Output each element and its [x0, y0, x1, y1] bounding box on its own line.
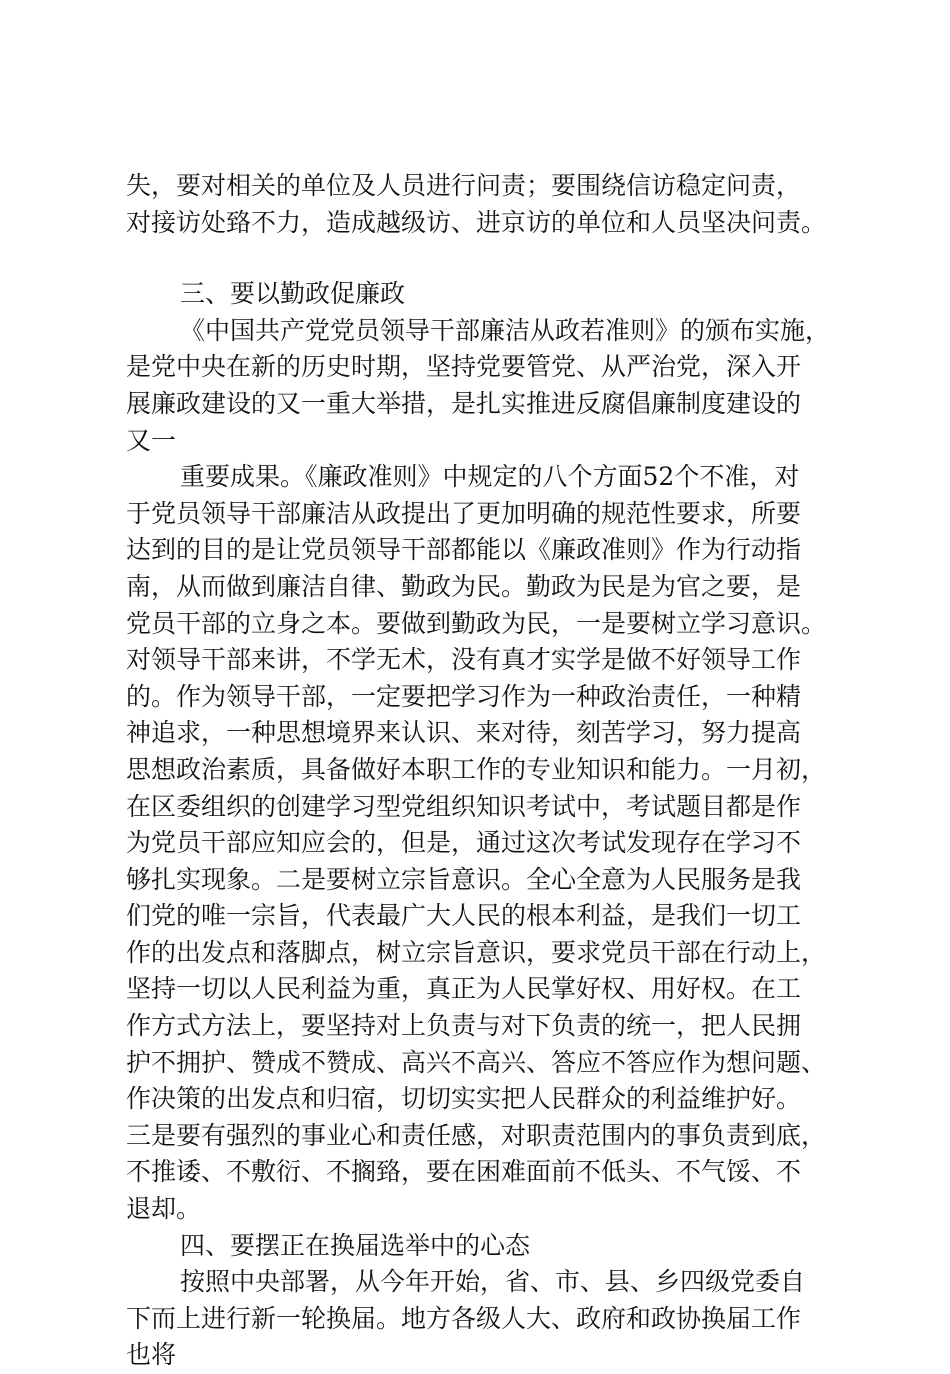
text-line: 下而上进行新一轮换届。地方各级人大、政府和政协换届工作	[126, 1303, 802, 1333]
text-line: 展廉政建设的又一重大举措，是扎实推进反腐倡廉制度建设的	[126, 388, 802, 418]
text-line: 《中国共产党党员领导干部廉洁从政若准则》的颁布实施，	[180, 315, 831, 345]
text-line: 们党的唯一宗旨，代表最广大人民的根本利益，是我们一切工	[126, 901, 802, 931]
text-line: 对领导干部来讲，不学无术，没有真才实学是做不好领导工作	[126, 645, 802, 675]
text-line: 党员干部的立身之本。要做到勤政为民，一是要树立学习意识。	[126, 608, 827, 638]
text-line: 作决策的出发点和归宿，切切实实把人民群众的利益维护好。	[126, 1084, 802, 1114]
text-line: 失，要对相关的单位及人员进行问责；要围绕信访稳定问责，	[126, 171, 802, 200]
paragraph-gap	[126, 241, 838, 276]
text-line: 退却。	[126, 1194, 202, 1224]
text-line: 思想政治素质，具备做好本职工作的专业知识和能力。一月初，	[126, 754, 827, 784]
text-line: 坚持一切以人民利益为重，真正为人民掌好权、用好权。在工	[126, 974, 802, 1004]
text-line: 达到的目的是让党员领导干部都能以《廉政准则》作为行动指	[126, 535, 802, 565]
text-line: 在区委组织的创建学习型党组织知识考试中，考试题目都是作	[126, 791, 802, 821]
text-line: 也将	[126, 1340, 177, 1370]
text-line: 的。作为领导干部，一定要把学习作为一种政治责任，一种精	[126, 681, 802, 711]
text-line: 作方式方法上，要坚持对上负责与对下负责的统一，把人民拥	[126, 1011, 802, 1041]
text-line: 于党员领导干部廉洁从政提出了更加明确的规范性要求，所要	[126, 498, 802, 528]
text-line: 够扎实现象。二是要树立宗旨意识。全心全意为人民服务是我	[126, 864, 802, 894]
text-line: 为党员干部应知应会的，但是，通过这次考试发现存在学习不	[126, 828, 802, 858]
text-line: 对接访处臵不力，造成越级访、进京访的单位和人员坚决问责。	[126, 207, 827, 237]
text-line: 作的出发点和落脚点，树立宗旨意识，要求党员干部在行动上，	[126, 937, 827, 967]
text-line: 神追求，一种思想境界来认识、来对待，刻苦学习，努力提高	[126, 718, 802, 748]
section-heading: 四、要摆正在换届选举中的心态	[180, 1230, 531, 1260]
text-line: 重要成果。《廉政准则》中规定的八个方面52个不准，对	[180, 462, 800, 492]
section-heading: 三、要以勤政促廉政	[180, 279, 406, 309]
text-line: 南，从而做到廉洁自律、勤政为民。勤政为民是为官之要，是	[126, 571, 802, 601]
text-line: 三是要有强烈的事业心和责任感，对职责范围内的事负责到底，	[126, 1120, 827, 1150]
text-line: 是党中央在新的历史时期，坚持党要管党、从严治党，深入开	[126, 352, 802, 382]
text-line: 按照中央部署，从今年开始，省、市、县、乡四级党委自	[180, 1267, 806, 1297]
text-line: 护不拥护、赞成不赞成、高兴不高兴、答应不答应作为想问题、	[126, 1047, 827, 1077]
text-line: 不推诿、不敷衍、不搁臵，要在困难面前不低头、不气馁、不	[126, 1157, 802, 1187]
document-page	[126, 168, 838, 1374]
text-line: 又一	[126, 425, 177, 455]
